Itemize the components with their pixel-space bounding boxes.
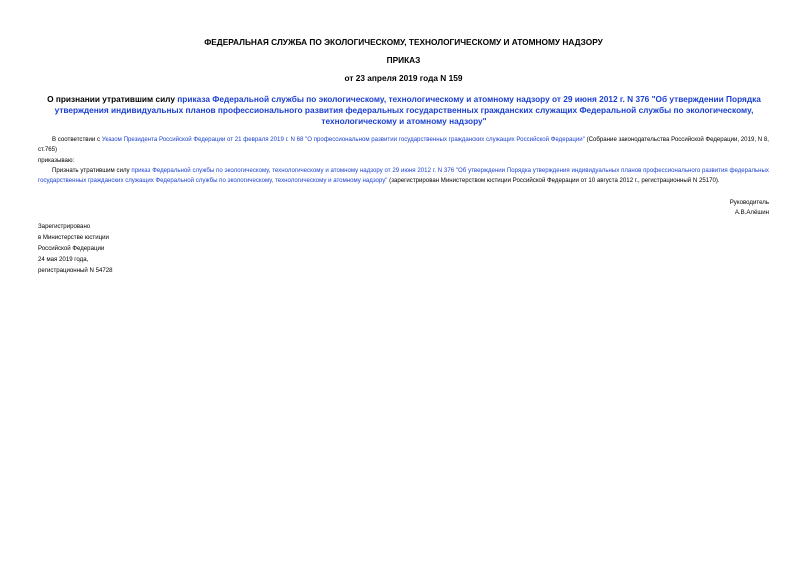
repeal-suffix: (зарегистрирован Министерством юстиции Российской Федерации от 10 августа 2012 г., регистрационный N 25170). xyxy=(387,176,720,184)
title-link[interactable]: приказа Федеральной службы по экологическому, технологическому и атомному надзору от 29 июня 2012 г. N 376 "Об утверждении Порядка утверждения индивидуальных планов профессионального развития федеральных государственных гражданских служащих Федеральной службы по экологическому, технологическому и атомному надзору" xyxy=(54,94,761,126)
registration-line: 24 мая 2019 года, xyxy=(38,256,89,263)
registration-line: в Министерстве юстиции xyxy=(38,234,109,241)
document-type: ПРИКАЗ xyxy=(386,55,421,65)
title-prefix: О признании утратившим силу xyxy=(47,94,178,104)
paragraph-order: приказываю: xyxy=(38,157,75,164)
registration-line: Российской Федерации xyxy=(38,245,105,252)
repealed-order-link[interactable]: приказ Федеральной службы по экологическому, технологическому и атомному надзору от 29 июня 2012 г. N 376 "Об утверждении Порядка утверждения индивидуальных планов профессионального развития федеральных государственных гражданских служащих Федеральной службы по экологическому, технологическому и атомному надзору" xyxy=(38,167,769,184)
document-date-number: от 23 апреля 2019 года N 159 xyxy=(344,73,463,83)
document-title xyxy=(34,94,774,127)
agency-name: ФЕДЕРАЛЬНАЯ СЛУЖБА ПО ЭКОЛОГИЧЕСКОМУ, ТЕХНОЛОГИЧЕСКОМУ И АТОМНОМУ НАДЗОРУ xyxy=(204,37,603,47)
registration-line: регистрационный N 54728 xyxy=(38,267,113,274)
signature-block xyxy=(730,198,769,217)
signatory-name: А.В.Алёшин xyxy=(734,208,769,216)
decree-link[interactable]: Указом Президента Российской Федерации от 21 февраля 2019 г. N 68 "О профессиональном развитии государственных гражданских служащих Российской Федерации" xyxy=(101,136,585,143)
registration-block xyxy=(38,221,113,276)
signatory-position: Руководитель xyxy=(729,199,769,206)
basis-suffix: (Собрание законодательства Российской Федерации, 2019, N 8, ст.765) xyxy=(38,136,769,153)
repeal-prefix: Признать утратившим силу xyxy=(52,167,132,174)
paragraph-repeal xyxy=(38,166,769,185)
paragraph-basis xyxy=(38,135,769,154)
registration-line: Зарегистрировано xyxy=(38,223,91,230)
basis-prefix: В соответствии с xyxy=(52,136,102,143)
